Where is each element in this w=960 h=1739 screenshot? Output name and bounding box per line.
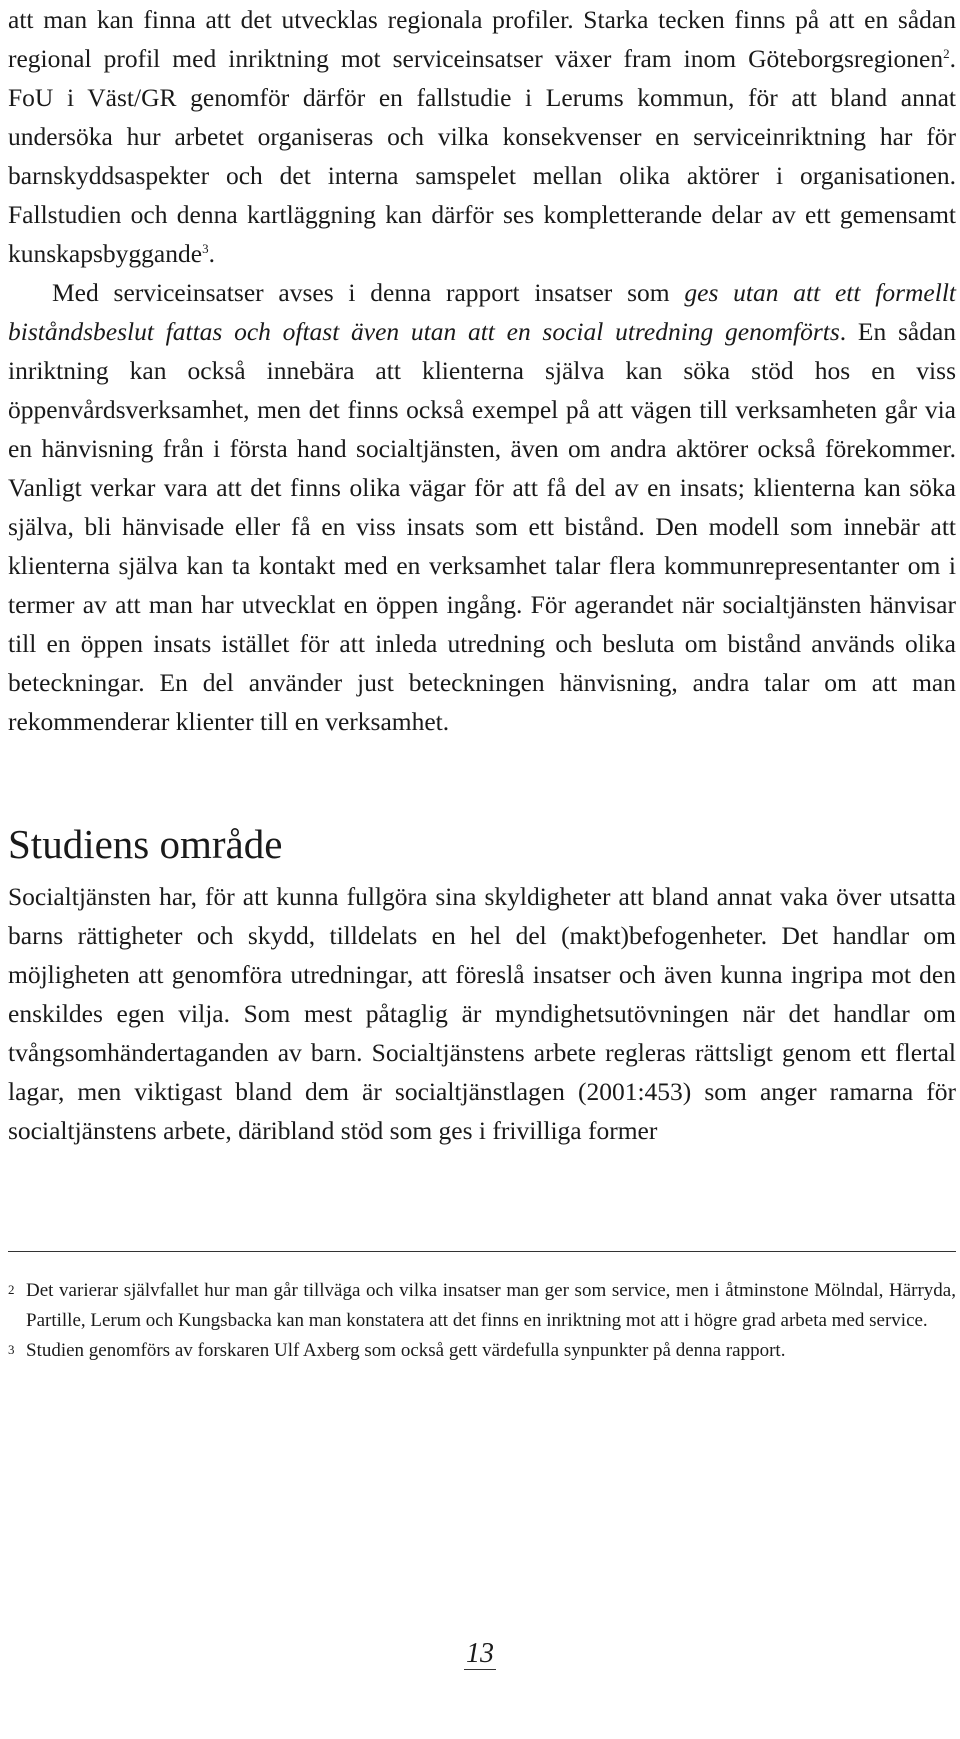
paragraph-2 <box>8 273 956 741</box>
paragraph-2-rest: . En sådan inriktning kan också innebära att klienterna själva kan söka stöd hos en viss öppenvårdsverksamhet, men det finns också exempel på att vägen till verksamheten går via en hänvisning från i första hand socialtjänsten, även om andra aktörer också förekommer. Vanligt verkar vara att det finns olika vägar för att få del av en insats; klienterna kan söka själva, bli hänvisade eller få en viss insats som ett bistånd. Den modell som innebär att klienterna själva kan ta kontakt med en verksamhet talar flera kommunrepresentanter om i termer av att man har utvecklat en öppen ingång. För agerandet när socialtjänsten hänvisar till en öppen insats istället för att inleda utredning och besluta om bistånd används olika beteckningar. En del använder just beteckningen hänvisning, andra talar om att man rekommenderar klienter till en verksamhet. <box>8 317 957 736</box>
footnote-ref-3[interactable]: 3 <box>202 241 209 256</box>
paragraph-2-lead: Med serviceinsatser avses i denna rapport insatser som <box>52 278 685 307</box>
paragraph-1-text-c: . <box>208 239 215 268</box>
footnote-3 <box>8 1336 956 1366</box>
footnote-text: Studien genomförs av forskaren Ulf Axberg som också gett värdefulla synpunkter på denna rapport. <box>26 1340 786 1361</box>
page-number <box>0 1632 960 1676</box>
page-content <box>8 0 956 1150</box>
section-heading: Studiens område <box>8 821 283 867</box>
section-paragraph: Socialtjänsten har, för att kunna fullgöra sina skyldigheter att bland annat vaka över utsatta barns rättigheter och skydd, tilldelats en hel del (makt)befogenheter. Det handlar om möjligheten att genomföra utredningar, att föreslå insatser och även kunna ingripa mot den enskildes egen vilja. Som mest påtaglig är myndighetsutövningen när det handlar om tvångsomhändertaganden av barn. Socialtjänstens arbete regleras rättsligt genom ett flertal lagar, men viktigast bland dem är socialtjänstlagen (2001:453) som anger ramarna för socialtjänstens arbete, däribland stöd som ges i frivilliga former <box>8 882 956 1145</box>
footnote-2 <box>8 1276 956 1336</box>
paragraph-1 <box>8 0 956 273</box>
paragraph-1-text-b: . FoU i Väst/GR genomför därför en fallstudie i Lerums kommun, för att bland annat undersöka hur arbetet organiseras och vilka konsekvenser en serviceinriktning har för barnskyddsaspekter och det interna samspelet mellan olika aktörer i organisationen. Fallstudien och denna kartläggning kan därför ses kompletterande delar av ett gemensamt kunskapsbyggande <box>8 44 956 268</box>
footnote-divider <box>8 1251 956 1252</box>
footnote-mark: 2 <box>8 1282 15 1297</box>
paragraph-1-text: att man kan finna att det utvecklas regionala profiler. Starka tecken finns på att en sådan regional profil med inriktning mot serviceinsatser växer fram inom Göteborgsregionen <box>8 5 956 73</box>
footnote-text: Det varierar självfallet hur man går tillväga och vilka insatser man ger som service, men i åtminstone Mölndal, Härryda, Partille, Lerum och Kungsbacka kan man konstatera att det finns en inriktning mot att i högre grad arbeta med service. <box>26 1280 956 1331</box>
page-number-text: 13 <box>466 1638 494 1669</box>
paragraph-2-italic: ges utan att ett formellt biståndsbeslut fattas och oftast även utan att en social utredning genomförts <box>8 278 956 346</box>
footnote-mark: 3 <box>8 1342 15 1357</box>
footnote-ref-2[interactable]: 2 <box>943 46 950 61</box>
footnotes <box>8 1276 956 1366</box>
